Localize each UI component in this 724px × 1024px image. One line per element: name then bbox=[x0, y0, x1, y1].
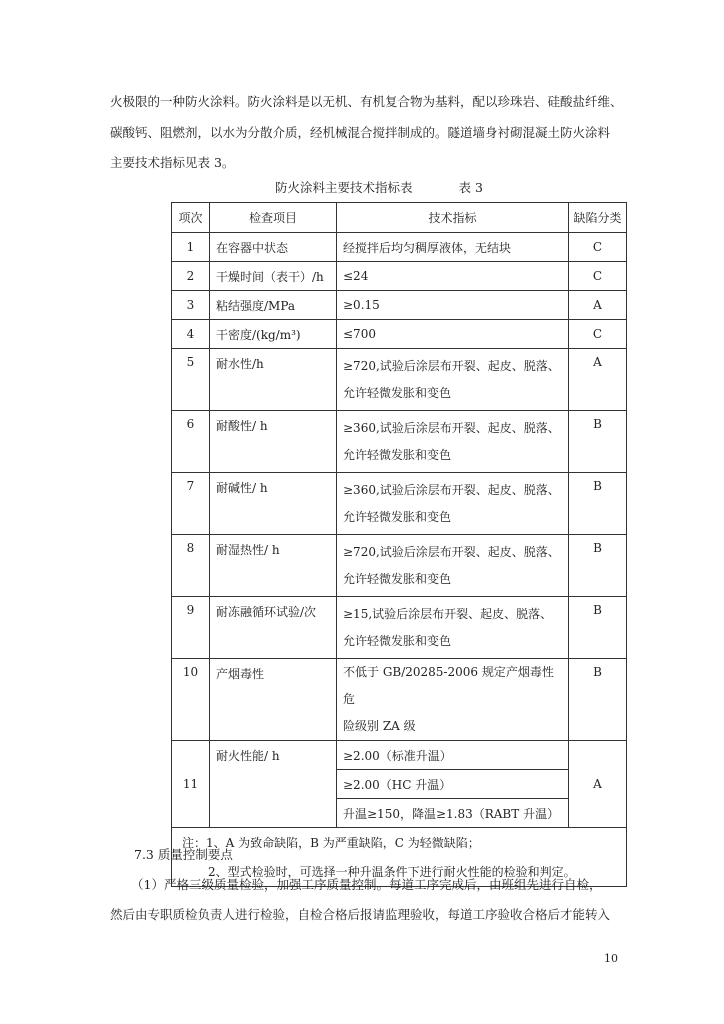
row-spec: ≤700 bbox=[337, 320, 569, 349]
row-item: 产烟毒性 bbox=[210, 659, 337, 741]
header-spec: 技术指标 bbox=[337, 203, 569, 233]
row-spec-line-2: 允许轻微发胀和变色 bbox=[343, 385, 452, 400]
row-spec-c: 升温≥150，降温≥1.83（RABT 升温） bbox=[337, 799, 569, 828]
row-no: 9 bbox=[172, 597, 210, 659]
row-item: 粘结强度/MPa bbox=[210, 291, 337, 320]
row-spec-line-2: 允许轻微发胀和变色 bbox=[343, 447, 452, 462]
row-spec-line-1: 不低于 GB/20285-2006 规定产烟毒性危 bbox=[343, 665, 554, 706]
row-no: 8 bbox=[172, 535, 210, 597]
row-spec bbox=[337, 411, 569, 473]
row-spec-line-1: ≥720,试验后涂层布开裂、起皮、脱落、 bbox=[343, 358, 560, 373]
row-spec-line-1: ≥720,试验后涂层布开裂、起皮、脱落、 bbox=[343, 544, 560, 559]
table-row bbox=[172, 291, 627, 320]
table-row bbox=[172, 320, 627, 349]
table-row-11c bbox=[172, 799, 627, 828]
row-spec-line-2: 允许轻微发胀和变色 bbox=[343, 571, 452, 586]
row-no: 1 bbox=[172, 233, 210, 262]
row-spec: 经搅拌后均匀稠厚液体，无结块 bbox=[337, 233, 569, 262]
table-row bbox=[172, 659, 627, 741]
row-spec bbox=[337, 535, 569, 597]
row-class: A bbox=[569, 349, 627, 411]
row-class: A bbox=[569, 291, 627, 320]
row-spec-line-2: 险级别 ZA 级 bbox=[343, 719, 416, 733]
table-row bbox=[172, 233, 627, 262]
row-class: B bbox=[569, 535, 627, 597]
row-spec bbox=[337, 473, 569, 535]
table-row-11 bbox=[172, 741, 627, 770]
table-row bbox=[172, 473, 627, 535]
table-header-row bbox=[172, 203, 627, 233]
row-no: 3 bbox=[172, 291, 210, 320]
row-no: 4 bbox=[172, 320, 210, 349]
row-no: 6 bbox=[172, 411, 210, 473]
row-class: B bbox=[569, 597, 627, 659]
row-class: B bbox=[569, 411, 627, 473]
intro-line-2: 碳酸钙、阻燃剂，以水为分散介质，经机械混合搅拌制成的。隧道墙身衬砌混凝土防火涂料 bbox=[110, 125, 611, 140]
row-class: C bbox=[569, 320, 627, 349]
table-body bbox=[172, 233, 627, 741]
spec-table bbox=[171, 202, 627, 887]
row-spec bbox=[337, 659, 569, 741]
row-class: C bbox=[569, 262, 627, 291]
row-spec-line-1: ≥360,试验后涂层布开裂、起皮、脱落、 bbox=[343, 482, 560, 497]
row-item: 耐碱性/ h bbox=[210, 473, 337, 535]
row-class: B bbox=[569, 659, 627, 741]
note-2: 2、型式检验时，可选择一种升温条件下进行耐火性能的检验和判定。 bbox=[208, 865, 576, 879]
row-item: 耐火性能/ h bbox=[210, 741, 337, 799]
table-row bbox=[172, 262, 627, 291]
table-row bbox=[172, 535, 627, 597]
row-no: 2 bbox=[172, 262, 210, 291]
row-spec-line-2: 允许轻微发胀和变色 bbox=[343, 509, 452, 524]
row-class: C bbox=[569, 233, 627, 262]
row-item: 干密度/(kg/m³) bbox=[210, 320, 337, 349]
section-para-1: （1）严格三级质量检验，加强工序质量控制。每道工序完成后，由班组先进行自检， bbox=[131, 877, 602, 892]
header-no: 项次 bbox=[172, 203, 210, 233]
intro-line-1: 火极限的一种防火涂料。防火涂料是以无机、有机复合物为基料，配以珍珠岩、硅酸盐纤维、 bbox=[110, 94, 623, 109]
row-spec bbox=[337, 597, 569, 659]
row-item-blank bbox=[210, 799, 337, 828]
row-class: B bbox=[569, 473, 627, 535]
row-no: 10 bbox=[172, 659, 210, 741]
table-number: 表 3 bbox=[458, 180, 483, 195]
row-item: 耐酸性/ h bbox=[210, 411, 337, 473]
row-no: 7 bbox=[172, 473, 210, 535]
row-item: 耐水性/h bbox=[210, 349, 337, 411]
row-item: 干燥时间（表干）/h bbox=[210, 262, 337, 291]
table-title: 防火涂料主要技术指标表 bbox=[275, 180, 413, 195]
row-spec bbox=[337, 349, 569, 411]
row-class: A bbox=[569, 741, 627, 828]
table-row bbox=[172, 349, 627, 411]
row-spec-line-1: ≥15,试验后涂层布开裂、起皮、脱落、 bbox=[343, 606, 553, 621]
row-spec-a: ≥2.00（标准升温） bbox=[337, 741, 569, 770]
header-class: 缺陷分类 bbox=[569, 203, 627, 233]
table-caption bbox=[275, 178, 483, 196]
row-spec-line-1: ≥360,试验后涂层布开裂、起皮、脱落、 bbox=[343, 420, 560, 435]
row-spec: ≥0.15 bbox=[337, 291, 569, 320]
intro-line-3: 主要技术指标见表 3。 bbox=[110, 155, 235, 170]
row-item: 在容器中状态 bbox=[210, 233, 337, 262]
header-item: 检查项目 bbox=[210, 203, 337, 233]
table-row bbox=[172, 597, 627, 659]
row-spec: ≤24 bbox=[337, 262, 569, 291]
page-number: 10 bbox=[604, 952, 618, 965]
row-item: 耐湿热性/ h bbox=[210, 535, 337, 597]
note-1: 注：1、A 为致命缺陷，B 为严重缺陷，C 为轻微缺陷； bbox=[182, 836, 480, 850]
section-para-2: 然后由专职质检负责人进行检验，自检合格后报请监理验收，每道工序验收合格后才能转入 bbox=[110, 907, 611, 922]
section-heading: 7.3 质量控制要点 bbox=[134, 847, 233, 862]
row-item: 耐冻融循环试验/次 bbox=[210, 597, 337, 659]
table-row bbox=[172, 411, 627, 473]
row-spec-b: ≥2.00（HC 升温） bbox=[337, 770, 569, 799]
row-no: 11 bbox=[172, 741, 210, 828]
row-no: 5 bbox=[172, 349, 210, 411]
row-spec-line-2: 允许轻微发胀和变色 bbox=[343, 633, 452, 648]
